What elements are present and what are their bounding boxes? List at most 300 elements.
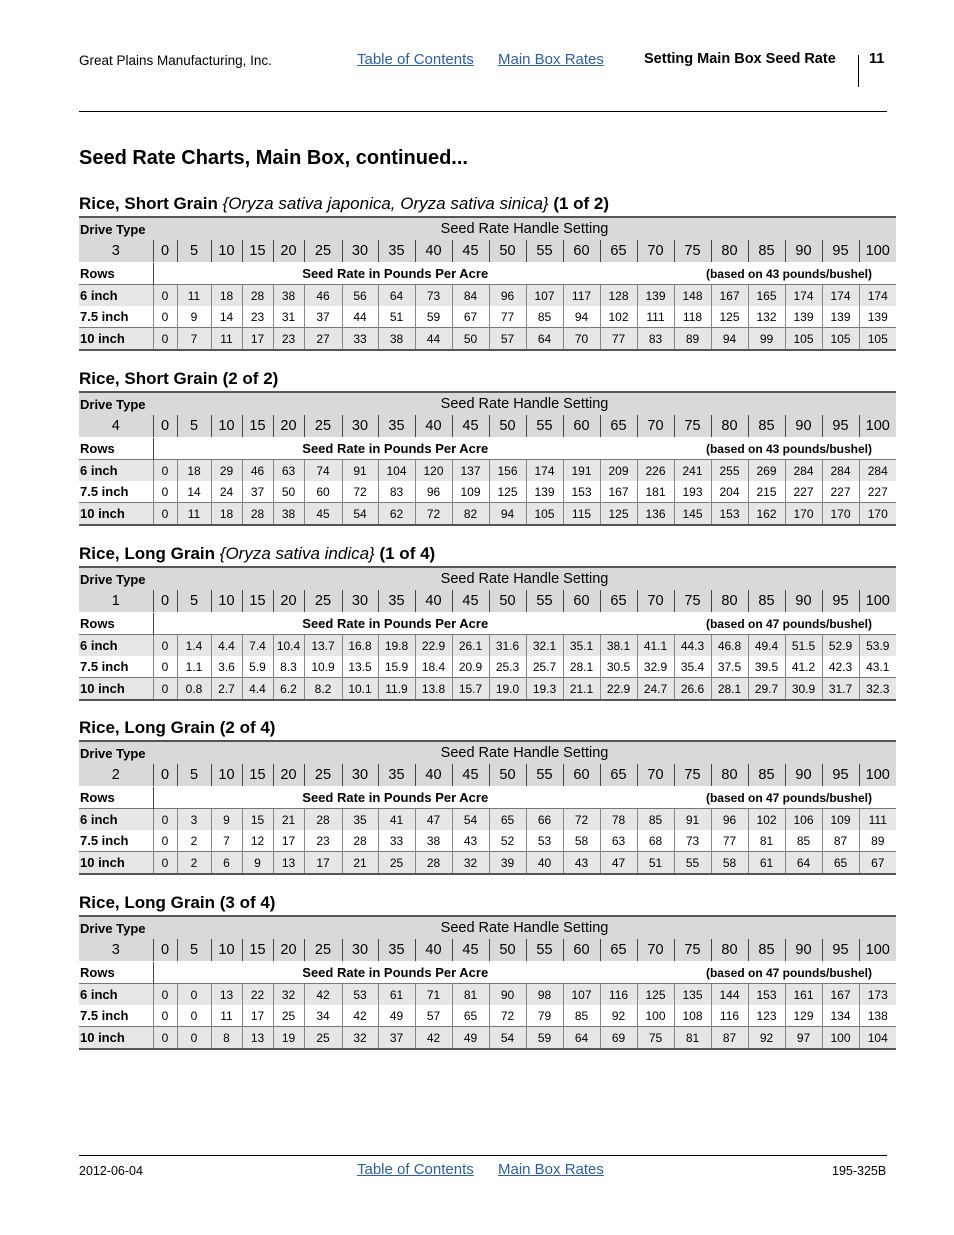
handle-setting-cell: 85 — [748, 939, 785, 962]
seed-rate-cell: 138 — [859, 1005, 896, 1027]
seed-rate-cell: 85 — [563, 1005, 600, 1027]
table-row — [79, 1005, 896, 1027]
handle-setting-cell: 90 — [785, 415, 822, 438]
seed-rate-cell: 97 — [785, 1027, 822, 1050]
seed-rate-cell: 31 — [273, 306, 304, 328]
handle-setting-cell: 0 — [153, 240, 177, 263]
seed-rate-cell: 25 — [273, 1005, 304, 1027]
seed-rate-cell: 27 — [304, 328, 342, 351]
table-row — [79, 481, 896, 503]
seed-rate-cell: 13 — [211, 984, 242, 1006]
bushel-basis-note: (based on 43 pounds/bushel) — [637, 263, 896, 285]
drive-type-value: 3 — [79, 240, 153, 263]
seed-rate-cell: 9 — [211, 809, 242, 831]
seed-rate-cell: 99 — [748, 328, 785, 351]
seed-rate-cell: 28.1 — [563, 656, 600, 678]
seed-rate-cell: 153 — [711, 503, 748, 526]
seed-rate-cell: 54 — [452, 809, 489, 831]
seed-rate-cell: 39 — [489, 852, 526, 875]
handle-setting-cell: 70 — [637, 415, 674, 438]
handle-setting-label: Seed Rate Handle Setting — [153, 217, 896, 240]
seed-rate-cell: 0 — [153, 984, 177, 1006]
seed-rate-table-block — [79, 716, 890, 875]
seed-rate-cell: 31.7 — [822, 678, 859, 701]
seed-rate-cell: 37 — [242, 481, 273, 503]
seed-rate-cell: 46.8 — [711, 635, 748, 657]
seed-rate-cell: 20.9 — [452, 656, 489, 678]
seed-rate-cell: 167 — [711, 285, 748, 307]
seed-rate-cell: 0 — [153, 656, 177, 678]
seed-rate-cell: 18.4 — [415, 656, 452, 678]
section-title: Setting Main Box Seed Rate — [644, 51, 836, 67]
seed-rate-cell: 77 — [489, 306, 526, 328]
handle-setting-cell: 0 — [153, 939, 177, 962]
handle-setting-cell: 60 — [563, 240, 600, 263]
handle-setting-cell: 40 — [415, 764, 452, 787]
handle-setting-cell: 75 — [674, 240, 711, 263]
seed-rate-cell: 94 — [563, 306, 600, 328]
seed-rate-cell: 85 — [785, 830, 822, 852]
seed-rate-cell: 170 — [785, 503, 822, 526]
seed-rate-cell: 91 — [342, 460, 378, 482]
seed-rate-cell: 61 — [378, 984, 415, 1006]
seed-rate-table — [79, 216, 896, 351]
handle-setting-cell: 55 — [526, 240, 563, 263]
handle-setting-label: Seed Rate Handle Setting — [153, 392, 896, 415]
handle-setting-label: Seed Rate Handle Setting — [153, 567, 896, 590]
seed-rate-cell: 28 — [342, 830, 378, 852]
seed-rate-cell: 111 — [859, 809, 896, 831]
seed-rate-cell: 100 — [637, 1005, 674, 1027]
seed-rate-cell: 3 — [177, 809, 211, 831]
table-row — [79, 306, 896, 328]
seed-rate-cell: 125 — [637, 984, 674, 1006]
handle-setting-cell: 70 — [637, 764, 674, 787]
seed-rate-table-block — [79, 367, 890, 526]
row-spacing-label: 10 inch — [79, 1027, 153, 1050]
seed-rate-cell: 23 — [273, 328, 304, 351]
handle-setting-cell: 10 — [211, 415, 242, 438]
handle-setting-cell: 30 — [342, 415, 378, 438]
seed-rate-table-block — [79, 891, 890, 1050]
seed-rate-cell: 128 — [600, 285, 637, 307]
handle-setting-cell: 100 — [859, 764, 896, 787]
seed-rate-cell: 10.4 — [273, 635, 304, 657]
handle-setting-cell: 5 — [177, 939, 211, 962]
seed-rate-cell: 204 — [711, 481, 748, 503]
seed-rate-cell: 64 — [526, 328, 563, 351]
seed-rate-cell: 0 — [153, 809, 177, 831]
seed-rate-cell: 51 — [637, 852, 674, 875]
rows-label: Rows — [79, 787, 153, 809]
row-spacing-label: 6 inch — [79, 285, 153, 307]
seed-rate-cell: 37 — [304, 306, 342, 328]
seed-rate-label: Seed Rate in Pounds Per Acre — [153, 787, 637, 809]
seed-rate-cell: 24 — [211, 481, 242, 503]
seed-rate-cell: 7.4 — [242, 635, 273, 657]
seed-rate-cell: 60 — [304, 481, 342, 503]
seed-rate-cell: 13 — [242, 1027, 273, 1050]
handle-setting-cell: 60 — [563, 764, 600, 787]
seed-rate-cell: 29 — [211, 460, 242, 482]
seed-rate-cell: 65 — [489, 809, 526, 831]
seed-rate-cell: 44 — [342, 306, 378, 328]
seed-rate-cell: 28 — [242, 503, 273, 526]
seed-rate-cell: 19.0 — [489, 678, 526, 701]
seed-rate-cell: 70 — [563, 328, 600, 351]
seed-rate-cell: 161 — [785, 984, 822, 1006]
handle-setting-cell: 65 — [600, 764, 637, 787]
table-row — [79, 503, 896, 526]
table-row — [79, 285, 896, 307]
row-spacing-label: 7.5 inch — [79, 656, 153, 678]
handle-setting-cell: 60 — [563, 939, 600, 962]
seed-rate-cell: 2.7 — [211, 678, 242, 701]
seed-rate-cell: 30.9 — [785, 678, 822, 701]
bushel-basis-note: (based on 47 pounds/bushel) — [637, 962, 896, 984]
seed-rate-cell: 83 — [378, 481, 415, 503]
seed-rate-cell: 58 — [563, 830, 600, 852]
handle-setting-cell: 85 — [748, 590, 785, 613]
seed-rate-cell: 82 — [452, 503, 489, 526]
seed-rate-cell: 94 — [489, 503, 526, 526]
handle-setting-cell: 100 — [859, 240, 896, 263]
seed-rate-table-block — [79, 542, 890, 701]
handle-setting-cell: 20 — [273, 590, 304, 613]
seed-rate-cell: 28 — [242, 285, 273, 307]
seed-rate-cell: 68 — [637, 830, 674, 852]
seed-rate-cell: 109 — [822, 809, 859, 831]
seed-rate-cell: 44 — [415, 328, 452, 351]
seed-rate-cell: 123 — [748, 1005, 785, 1027]
handle-setting-cell: 0 — [153, 590, 177, 613]
seed-rate-cell: 170 — [822, 503, 859, 526]
seed-rate-cell: 13.7 — [304, 635, 342, 657]
seed-rate-cell: 31.6 — [489, 635, 526, 657]
seed-rate-cell: 0 — [177, 1027, 211, 1050]
seed-rate-cell: 41.1 — [637, 635, 674, 657]
handle-setting-cell: 80 — [711, 764, 748, 787]
seed-rate-cell: 2 — [177, 852, 211, 875]
seed-rate-cell: 116 — [600, 984, 637, 1006]
seed-rate-cell: 0 — [177, 984, 211, 1006]
seed-rate-cell: 7 — [177, 328, 211, 351]
seed-rate-label: Seed Rate in Pounds Per Acre — [153, 962, 637, 984]
seed-rate-cell: 136 — [637, 503, 674, 526]
seed-rate-cell: 6.2 — [273, 678, 304, 701]
drive-type-label: Drive Type — [79, 567, 153, 590]
seed-rate-cell: 53 — [342, 984, 378, 1006]
seed-rate-cell: 72 — [563, 809, 600, 831]
seed-rate-cell: 32.9 — [637, 656, 674, 678]
seed-rate-cell: 13.5 — [342, 656, 378, 678]
handle-setting-cell: 65 — [600, 939, 637, 962]
seed-rate-cell: 92 — [748, 1027, 785, 1050]
handle-setting-cell: 60 — [563, 415, 600, 438]
seed-rate-label: Seed Rate in Pounds Per Acre — [153, 263, 637, 285]
row-spacing-label: 6 inch — [79, 460, 153, 482]
seed-rate-cell: 32 — [273, 984, 304, 1006]
drive-type-label: Drive Type — [79, 916, 153, 939]
footer-main-box-rates-link[interactable]: Main Box Rates — [498, 1161, 604, 1178]
seed-rate-cell: 28 — [415, 852, 452, 875]
seed-rate-cell: 23 — [242, 306, 273, 328]
seed-rate-cell: 78 — [600, 809, 637, 831]
table-title — [79, 192, 887, 216]
seed-rate-cell: 0 — [153, 852, 177, 875]
seed-rate-cell: 85 — [526, 306, 563, 328]
seed-rate-cell: 90 — [489, 984, 526, 1006]
seed-rate-cell: 43 — [563, 852, 600, 875]
seed-rate-cell: 174 — [859, 285, 896, 307]
units-row — [79, 438, 896, 460]
seed-rate-cell: 22.9 — [600, 678, 637, 701]
handle-setting-cell: 85 — [748, 240, 785, 263]
seed-rate-cell: 0 — [153, 1005, 177, 1027]
settings-row — [79, 415, 896, 438]
handle-setting-cell: 5 — [177, 240, 211, 263]
seed-rate-cell: 33 — [342, 328, 378, 351]
row-spacing-label: 6 inch — [79, 809, 153, 831]
seed-rate-cell: 1.1 — [177, 656, 211, 678]
handle-setting-cell: 40 — [415, 590, 452, 613]
handle-setting-cell: 50 — [489, 939, 526, 962]
seed-rate-cell: 73 — [415, 285, 452, 307]
seed-rate-cell: 53 — [526, 830, 563, 852]
seed-rate-cell: 5.9 — [242, 656, 273, 678]
table-title-main: Rice, Long Grain (2 of 4) — [79, 718, 276, 737]
handle-setting-cell: 90 — [785, 939, 822, 962]
seed-rate-cell: 284 — [785, 460, 822, 482]
seed-rate-cell: 0 — [153, 503, 177, 526]
seed-rate-cell: 38 — [378, 328, 415, 351]
seed-rate-cell: 105 — [859, 328, 896, 351]
handle-setting-cell: 35 — [378, 415, 415, 438]
handle-setting-cell: 25 — [304, 240, 342, 263]
row-spacing-label: 10 inch — [79, 503, 153, 526]
seed-rate-cell: 139 — [785, 306, 822, 328]
table-title-part: (1 of 2) — [553, 194, 610, 213]
seed-rate-cell: 21 — [342, 852, 378, 875]
seed-rate-cell: 64 — [563, 1027, 600, 1050]
seed-rate-cell: 18 — [211, 285, 242, 307]
seed-rate-cell: 67 — [452, 306, 489, 328]
seed-rate-cell: 19.3 — [526, 678, 563, 701]
seed-rate-table — [79, 391, 896, 526]
handle-setting-cell: 90 — [785, 590, 822, 613]
seed-rate-cell: 129 — [785, 1005, 822, 1027]
table-row — [79, 830, 896, 852]
settings-row — [79, 590, 896, 613]
seed-rate-cell: 63 — [600, 830, 637, 852]
seed-rate-cell: 49 — [452, 1027, 489, 1050]
table-title-main: Rice, Short Grain (2 of 2) — [79, 369, 279, 388]
seed-rate-cell: 25.3 — [489, 656, 526, 678]
table-title-main: Rice, Long Grain — [79, 544, 216, 563]
units-row — [79, 962, 896, 984]
handle-setting-cell: 75 — [674, 939, 711, 962]
seed-rate-cell: 104 — [859, 1027, 896, 1050]
seed-rate-cell: 104 — [378, 460, 415, 482]
seed-rate-cell: 38 — [273, 285, 304, 307]
handle-setting-cell: 25 — [304, 415, 342, 438]
handle-setting-cell: 5 — [177, 764, 211, 787]
handle-setting-label: Seed Rate Handle Setting — [153, 741, 896, 764]
handle-setting-cell: 70 — [637, 939, 674, 962]
seed-rate-cell: 28 — [304, 809, 342, 831]
seed-rate-cell: 174 — [526, 460, 563, 482]
settings-row — [79, 764, 896, 787]
seed-rate-label: Seed Rate in Pounds Per Acre — [153, 438, 637, 460]
seed-rate-cell: 65 — [822, 852, 859, 875]
settings-row — [79, 939, 896, 962]
handle-setting-cell: 10 — [211, 240, 242, 263]
seed-rate-cell: 139 — [822, 306, 859, 328]
seed-rate-cell: 137 — [452, 460, 489, 482]
seed-rate-cell: 145 — [674, 503, 711, 526]
main-box-rates-link[interactable]: Main Box Rates — [498, 51, 604, 68]
handle-setting-cell: 30 — [342, 764, 378, 787]
seed-rate-cell: 284 — [822, 460, 859, 482]
seed-rate-cell: 135 — [674, 984, 711, 1006]
header-divider — [858, 55, 859, 87]
table-row — [79, 852, 896, 875]
seed-rate-cell: 0 — [153, 306, 177, 328]
seed-rate-cell: 52 — [489, 830, 526, 852]
footer-table-of-contents-link[interactable]: Table of Contents — [357, 1161, 474, 1178]
table-title — [79, 367, 887, 391]
seed-rate-cell: 94 — [711, 328, 748, 351]
handle-setting-cell: 85 — [748, 415, 785, 438]
header-row — [79, 392, 896, 415]
seed-rate-cell: 64 — [785, 852, 822, 875]
handle-setting-cell: 0 — [153, 415, 177, 438]
seed-rate-cell: 153 — [563, 481, 600, 503]
seed-rate-cell: 10.9 — [304, 656, 342, 678]
seed-rate-cell: 6 — [211, 852, 242, 875]
table-row — [79, 328, 896, 351]
footer-date: 2012-06-04 — [79, 1164, 143, 1178]
seed-rate-cell: 100 — [822, 1027, 859, 1050]
seed-rate-cell: 92 — [600, 1005, 637, 1027]
seed-rate-cell: 81 — [674, 1027, 711, 1050]
seed-rate-cell: 29.7 — [748, 678, 785, 701]
seed-rate-cell: 132 — [748, 306, 785, 328]
seed-rate-cell: 13 — [273, 852, 304, 875]
rows-label: Rows — [79, 263, 153, 285]
footer-rule — [79, 1155, 887, 1156]
bushel-basis-note: (based on 47 pounds/bushel) — [637, 613, 896, 635]
seed-rate-cell: 23 — [304, 830, 342, 852]
seed-rate-cell: 85 — [637, 809, 674, 831]
rows-label: Rows — [79, 613, 153, 635]
seed-rate-cell: 25 — [378, 852, 415, 875]
seed-rate-cell: 33 — [378, 830, 415, 852]
seed-rate-cell: 74 — [304, 460, 342, 482]
seed-rate-cell: 67 — [859, 852, 896, 875]
document-number: 195-325B — [832, 1164, 887, 1178]
seed-rate-cell: 181 — [637, 481, 674, 503]
seed-rate-cell: 227 — [785, 481, 822, 503]
seed-rate-cell: 42.3 — [822, 656, 859, 678]
seed-rate-cell: 35.1 — [563, 635, 600, 657]
seed-rate-cell: 25.7 — [526, 656, 563, 678]
handle-setting-cell: 55 — [526, 590, 563, 613]
row-spacing-label: 7.5 inch — [79, 306, 153, 328]
table-row — [79, 635, 896, 657]
seed-rate-cell: 17 — [273, 830, 304, 852]
seed-rate-cell: 89 — [859, 830, 896, 852]
handle-setting-cell: 45 — [452, 764, 489, 787]
handle-setting-cell: 55 — [526, 939, 563, 962]
seed-rate-cell: 144 — [711, 984, 748, 1006]
seed-rate-cell: 57 — [489, 328, 526, 351]
handle-setting-cell: 75 — [674, 415, 711, 438]
seed-rate-cell: 0 — [153, 830, 177, 852]
handle-setting-cell: 95 — [822, 415, 859, 438]
drive-type-value: 4 — [79, 415, 153, 438]
handle-setting-cell: 10 — [211, 590, 242, 613]
seed-rate-cell: 26.1 — [452, 635, 489, 657]
seed-rate-cell: 51.5 — [785, 635, 822, 657]
seed-rate-cell: 139 — [526, 481, 563, 503]
seed-rate-cell: 11 — [211, 328, 242, 351]
page-number: 11 — [869, 51, 885, 67]
table-row — [79, 656, 896, 678]
handle-setting-cell: 50 — [489, 240, 526, 263]
seed-rate-cell: 64 — [378, 285, 415, 307]
row-spacing-label: 6 inch — [79, 635, 153, 657]
handle-setting-cell: 80 — [711, 939, 748, 962]
table-row — [79, 984, 896, 1006]
table-title-species: {Oryza sativa japonica, Oryza sativa sinica} — [222, 194, 549, 213]
handle-setting-cell: 15 — [242, 590, 273, 613]
seed-rate-cell: 58 — [711, 852, 748, 875]
header-row — [79, 741, 896, 764]
handle-setting-cell: 20 — [273, 764, 304, 787]
seed-rate-cell: 89 — [674, 328, 711, 351]
handle-setting-cell: 70 — [637, 240, 674, 263]
seed-rate-table-block — [79, 192, 890, 351]
seed-rate-cell: 73 — [674, 830, 711, 852]
seed-rate-cell: 241 — [674, 460, 711, 482]
seed-rate-cell: 32 — [452, 852, 489, 875]
handle-setting-cell: 25 — [304, 590, 342, 613]
handle-setting-cell: 100 — [859, 590, 896, 613]
seed-rate-cell: 0 — [153, 1027, 177, 1050]
seed-rate-cell: 162 — [748, 503, 785, 526]
drive-type-label: Drive Type — [79, 392, 153, 415]
seed-rate-cell: 49 — [378, 1005, 415, 1027]
drive-type-value: 3 — [79, 939, 153, 962]
seed-rate-cell: 96 — [415, 481, 452, 503]
seed-rate-cell: 125 — [489, 481, 526, 503]
seed-rate-cell: 38.1 — [600, 635, 637, 657]
handle-setting-cell: 80 — [711, 590, 748, 613]
table-row — [79, 460, 896, 482]
seed-rate-cell: 83 — [637, 328, 674, 351]
seed-rate-cell: 50 — [452, 328, 489, 351]
table-of-contents-link[interactable]: Table of Contents — [357, 51, 474, 68]
seed-rate-cell: 72 — [342, 481, 378, 503]
seed-rate-cell: 32 — [342, 1027, 378, 1050]
seed-rate-cell: 57 — [415, 1005, 452, 1027]
seed-rate-cell: 191 — [563, 460, 600, 482]
seed-rate-cell: 3.6 — [211, 656, 242, 678]
seed-rate-cell: 77 — [711, 830, 748, 852]
seed-rate-cell: 96 — [711, 809, 748, 831]
row-spacing-label: 7.5 inch — [79, 1005, 153, 1027]
